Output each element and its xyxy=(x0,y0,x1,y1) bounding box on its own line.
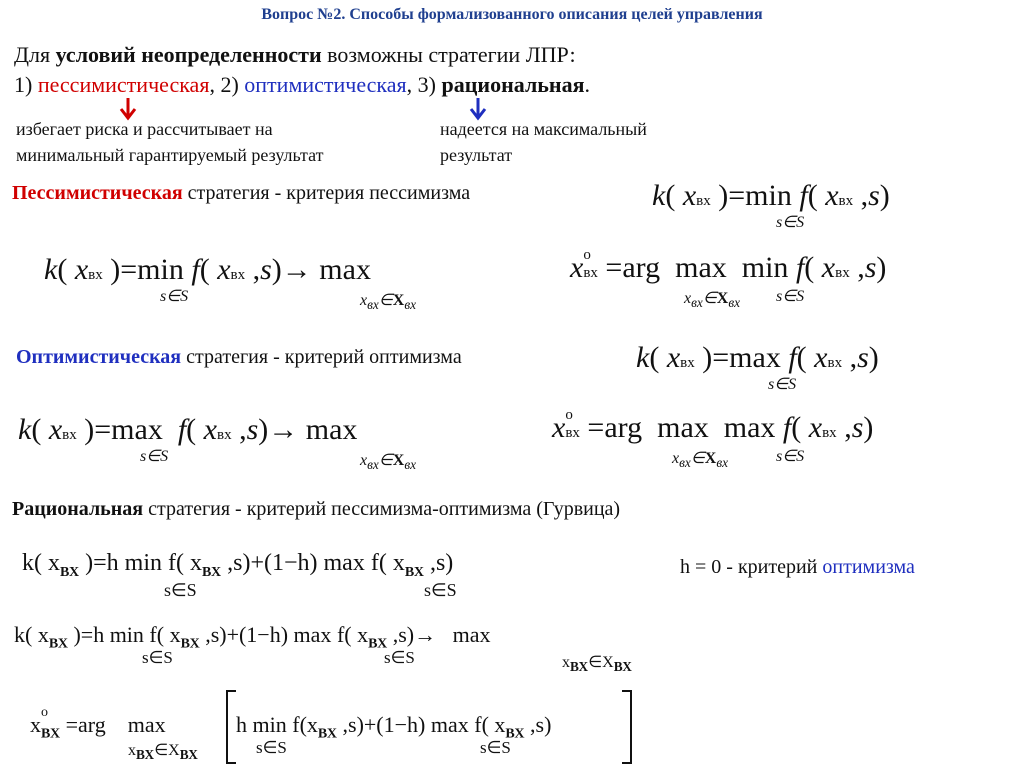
intro-text: возможны стратегии ЛПР: xyxy=(321,42,576,67)
sym: f xyxy=(191,253,200,286)
sym: x xyxy=(37,622,49,647)
sym: max xyxy=(723,411,776,444)
sym: s xyxy=(435,550,446,576)
sym: x xyxy=(48,413,63,446)
sym: X xyxy=(392,292,405,309)
sym: max xyxy=(127,712,166,737)
sym: ∈ xyxy=(378,452,393,469)
sym: min xyxy=(745,179,792,212)
subscript-s-in-S xyxy=(142,648,173,668)
sym: o xyxy=(41,705,48,720)
formula-hurwicz-objective: k( $x_{ВХ}$ )=h min f( $x_{ВХ}$ ,s)+(1−h) max f( $x_{ВХ}$ ,s)→ max xyxy=(14,622,491,652)
sym: max xyxy=(430,712,469,737)
sym: max xyxy=(323,550,365,576)
subscript-s-in-S xyxy=(140,446,168,466)
formula-pess-objective: k( xвх )=min f( xвх ,s)→ max xyxy=(44,253,371,286)
note-word: оптимизма xyxy=(822,556,915,578)
sym: s∈S xyxy=(160,288,189,305)
heading-pessimistic xyxy=(12,182,470,205)
sym: f xyxy=(177,413,187,446)
sym: max xyxy=(675,251,727,284)
sym: X xyxy=(716,290,729,307)
sym: X xyxy=(392,452,405,469)
sym: = xyxy=(605,251,623,284)
note-line: минимальный гарантируемый результат xyxy=(16,145,324,165)
bracket-left xyxy=(226,690,236,764)
subscript-x-in-X xyxy=(128,740,198,763)
sym: o xyxy=(565,407,573,423)
sym: f xyxy=(168,550,176,576)
sym: → xyxy=(281,253,312,286)
sym: x xyxy=(217,253,231,286)
sym: s∈S xyxy=(384,648,415,667)
sym: s xyxy=(857,341,869,374)
sym: ВХ xyxy=(179,747,198,763)
sym: f xyxy=(782,411,792,444)
sym: s xyxy=(233,550,243,576)
formula-hurwicz-criterion: k( $x_{ВХ}$ )=h min f( $x_{ВХ}$ ,s)+(1−h) max f( $x_{ВХ}$ ,s) xyxy=(22,550,454,580)
sym: ВХ xyxy=(136,747,155,763)
intro-bold: условий неопределенности xyxy=(55,42,322,67)
sym: arg xyxy=(622,251,661,284)
sym: f xyxy=(474,712,482,737)
sym: = xyxy=(728,179,746,212)
sym: вх xyxy=(827,355,843,371)
intro-text: 1) xyxy=(14,72,38,97)
sym: (1−h) xyxy=(238,622,289,647)
sym: ВХ xyxy=(404,564,424,580)
subscript-x-in-X xyxy=(672,448,728,471)
sym: вх xyxy=(88,267,103,283)
sym: вх xyxy=(230,267,246,283)
sym: x xyxy=(48,550,60,576)
sym: s xyxy=(210,622,220,647)
sym: ВХ xyxy=(41,726,61,742)
sym: вх xyxy=(565,425,580,441)
sym: ВХ xyxy=(368,636,388,652)
note-line: избегает риска и рассчитывает на xyxy=(16,119,273,139)
sym: arg xyxy=(78,712,106,737)
sym: (1−h) xyxy=(376,712,426,737)
sym: x xyxy=(666,341,681,374)
sym: k xyxy=(14,622,25,647)
sym: вх xyxy=(691,295,703,311)
sym: = xyxy=(80,622,94,647)
intro-text: , 3) xyxy=(406,72,442,97)
sym: x xyxy=(74,253,89,286)
sym: x xyxy=(570,251,584,284)
sym: = xyxy=(93,550,107,576)
sym: x xyxy=(684,290,692,307)
sym: = xyxy=(120,253,138,286)
note-optimistic xyxy=(440,116,647,168)
sym: ВХ xyxy=(317,726,337,742)
sym: s xyxy=(260,253,272,286)
sym: x xyxy=(169,622,181,647)
sym: s∈S xyxy=(140,448,169,465)
sym: вх xyxy=(716,455,729,471)
sym: x xyxy=(357,622,369,647)
sym: f xyxy=(336,622,345,647)
formula-hurwicz-argmax-inner: h $\min f(x_{ВХ}$ ,s)+(1−h) max f( $x_{ВХ}$ ,s) xyxy=(236,712,552,742)
sym: s xyxy=(868,179,880,212)
sym: X xyxy=(704,450,717,467)
sym: max xyxy=(729,341,781,374)
sym: k xyxy=(22,550,34,576)
sym: min xyxy=(137,253,184,286)
sym: k xyxy=(636,341,650,374)
subscript-s-in-S xyxy=(384,648,415,668)
note-line: результат xyxy=(440,145,513,165)
sym: x xyxy=(494,712,506,737)
slide-title: Вопрос №2. Способы формализованного описания целей управления xyxy=(261,6,763,23)
sym: x xyxy=(392,550,405,576)
sym: x xyxy=(672,450,680,467)
sym: вх xyxy=(838,193,854,209)
sym: вх xyxy=(367,297,379,313)
subscript-s-in-S xyxy=(776,286,804,306)
sym: ВХ xyxy=(613,659,632,675)
sym: x xyxy=(821,251,836,284)
sym: ВХ xyxy=(202,564,222,580)
sym: вх xyxy=(679,455,691,471)
sym: x xyxy=(682,179,697,212)
heading-optimistic xyxy=(16,346,462,369)
sym: ∈ xyxy=(702,290,717,307)
sym: min xyxy=(252,712,287,737)
sym: min xyxy=(109,622,144,647)
subscript-x-in-X xyxy=(360,450,416,473)
subscript-s-in-S xyxy=(480,738,511,758)
sym: x xyxy=(360,292,368,309)
sym: max xyxy=(319,253,371,286)
sym: max xyxy=(305,413,358,446)
sym: f xyxy=(799,179,808,212)
sym: ВХ xyxy=(60,564,80,580)
sym: = xyxy=(65,712,79,737)
note-text: h = 0 - критерий xyxy=(680,556,823,578)
sym: min xyxy=(741,251,789,284)
sym: = xyxy=(94,413,112,446)
strategy-pessimistic: пессимистическая xyxy=(37,72,210,97)
note-line: надеется на максимальный xyxy=(440,119,647,139)
sym: ∈ xyxy=(588,654,603,671)
sym: o xyxy=(583,247,591,263)
intro-text: , 2) xyxy=(209,72,245,97)
heading-text: стратегия - критерия пессимизма xyxy=(182,182,471,204)
sym: x xyxy=(30,712,41,737)
heading-text: стратегия - критерий оптимизма xyxy=(181,346,462,368)
sym: s xyxy=(398,622,407,647)
formula-opt-objective: k( xвх )=max f( xвх ,s)→ max xyxy=(18,413,358,446)
formula-opt-argmax: x o вх =arg max max f( xвх ,s) xyxy=(552,410,873,451)
sym: max xyxy=(293,622,332,647)
sym: max xyxy=(657,411,709,444)
sym: h xyxy=(106,550,119,576)
subscript-x-in-X xyxy=(684,288,740,311)
sym: s xyxy=(246,413,259,446)
sym: k xyxy=(652,179,666,212)
sym: = xyxy=(712,341,730,374)
intro-line-2 xyxy=(14,72,590,98)
sym: x xyxy=(360,452,368,469)
sym: f xyxy=(795,251,805,284)
sym: ВХ xyxy=(48,636,68,652)
sym: ∈ xyxy=(690,450,705,467)
subscript-s-in-S xyxy=(776,446,804,466)
strategy-rational: рациональная xyxy=(441,72,585,97)
sym: вх xyxy=(680,355,695,371)
sym: x xyxy=(203,413,217,446)
sym: x xyxy=(190,550,202,576)
sym: max xyxy=(111,413,163,446)
heading-text: стратегия - критерий пессимизма-оптимизма (Гурвица) xyxy=(143,498,621,520)
sym: min xyxy=(124,550,162,576)
sym: s xyxy=(851,411,864,444)
sym: → xyxy=(268,413,299,446)
sym: s∈S xyxy=(776,288,805,305)
sym: x xyxy=(808,411,823,444)
sym: x xyxy=(128,742,136,759)
heading-word: Оптимистическая xyxy=(16,346,182,368)
formula-pess-criterion: k( xвх )=min f( xвх ,s) xyxy=(652,179,890,212)
sym: x xyxy=(552,411,566,444)
sym: k xyxy=(44,253,58,286)
sym: x xyxy=(814,341,828,374)
subscript-s-in-S xyxy=(164,580,197,601)
sym: вх xyxy=(217,427,232,443)
subscript-x-in-X xyxy=(360,290,416,313)
subscript-s-in-S xyxy=(160,286,188,306)
sym: f xyxy=(149,622,157,647)
sym: h xyxy=(93,622,105,647)
subscript-s-in-S xyxy=(256,738,287,758)
sym: ∈ xyxy=(378,292,393,309)
bracket-right xyxy=(622,690,632,764)
sym: s xyxy=(348,712,357,737)
sym: x xyxy=(562,654,570,671)
intro-text: . xyxy=(584,72,591,97)
sym: X xyxy=(168,742,180,759)
sym: arg xyxy=(604,411,643,444)
sym: f xyxy=(370,550,379,576)
sym: max xyxy=(452,622,491,647)
sym: вх xyxy=(583,265,598,281)
heading-word: Рациональная xyxy=(12,498,144,520)
sym: f xyxy=(292,712,300,737)
intro-line-1 xyxy=(14,42,576,68)
sym: s xyxy=(535,712,545,737)
sym: = xyxy=(587,411,605,444)
sym: s xyxy=(864,251,877,284)
strategy-optimistic: оптимистическая xyxy=(244,72,407,97)
sym: x xyxy=(306,712,318,737)
sym: s∈S xyxy=(776,448,805,465)
sym: вх xyxy=(728,295,741,311)
sym: вх xyxy=(404,457,417,473)
sym: x xyxy=(825,179,839,212)
heading-word: Пессимистическая xyxy=(12,182,183,204)
sym: s∈S xyxy=(142,648,173,667)
sym: s∈S xyxy=(164,580,197,600)
sym: X xyxy=(602,654,614,671)
sym: вх xyxy=(62,427,77,443)
sym: f xyxy=(788,341,797,374)
hurwicz-note xyxy=(680,556,915,579)
sym: ∈ xyxy=(154,742,169,759)
sym: вх xyxy=(404,297,417,313)
sym: (1−h) xyxy=(263,550,318,576)
intro-text: Для xyxy=(14,42,56,67)
sym: вх xyxy=(835,265,850,281)
sym: s∈S xyxy=(776,214,805,231)
formula-pess-argmax: x o вх =arg max min f( xвх ,s) xyxy=(570,250,886,291)
sym: s∈S xyxy=(768,376,797,393)
sym: ВХ xyxy=(505,726,525,742)
sym: ВХ xyxy=(180,636,200,652)
sym: → xyxy=(414,622,437,647)
sym: вх xyxy=(367,457,379,473)
sym: s∈S xyxy=(480,738,511,757)
sym: s∈S xyxy=(256,738,287,757)
sym: вх xyxy=(696,193,711,209)
sym: ВХ xyxy=(570,659,589,675)
subscript-s-in-S xyxy=(768,374,796,394)
subscript-x-in-X xyxy=(562,652,632,675)
sym: s∈S xyxy=(424,580,457,600)
note-pessimistic xyxy=(16,116,324,168)
heading-rational xyxy=(12,498,620,521)
sym: h xyxy=(236,712,247,737)
sym: k xyxy=(18,413,32,446)
sym: вх xyxy=(822,425,837,441)
formula-opt-criterion: k( xвх )=max f( xвх ,s) xyxy=(636,341,879,374)
subscript-s-in-S xyxy=(424,580,457,601)
subscript-s-in-S xyxy=(776,212,804,232)
